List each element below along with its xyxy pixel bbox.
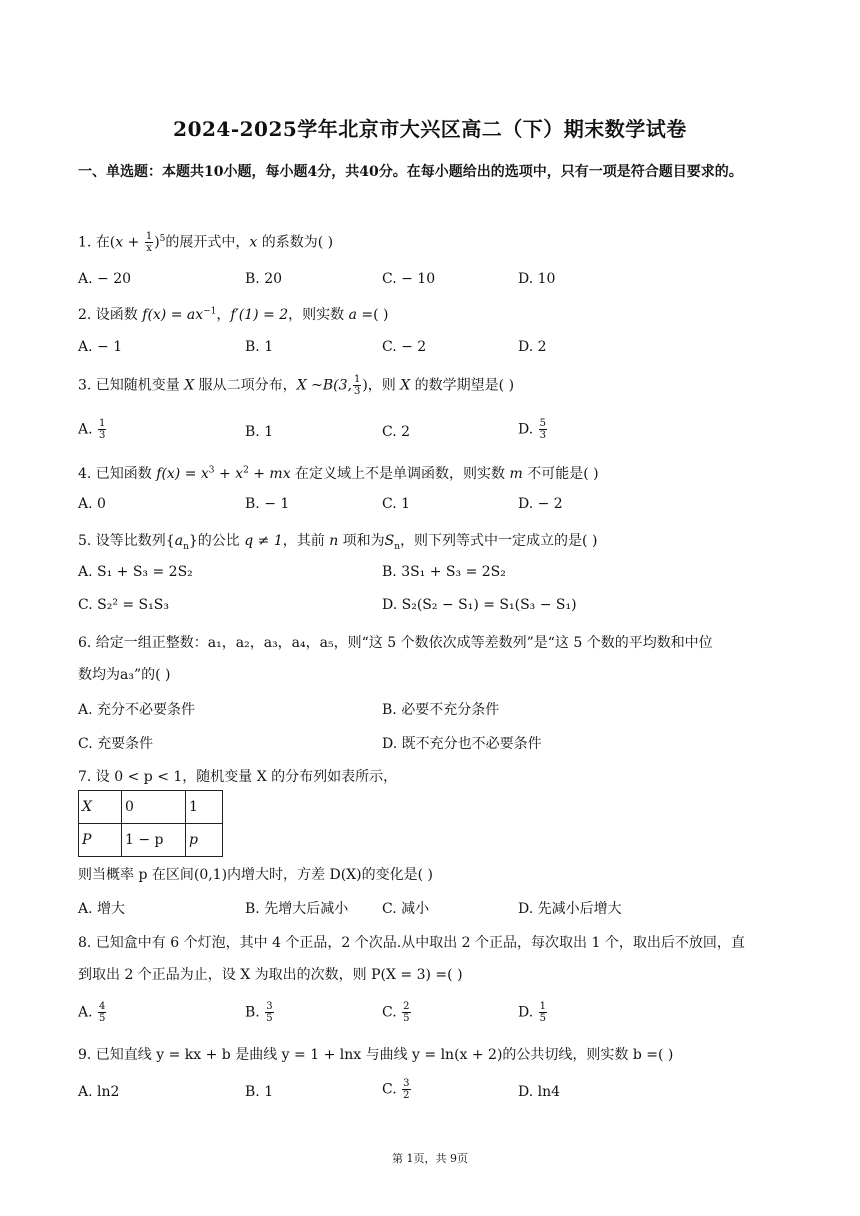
q5-option-c: C. S₂² = S₁S₃ — [78, 597, 169, 613]
q9-option-a: A. ln2 — [78, 1084, 120, 1100]
q2-option-b: B. 1 — [245, 339, 274, 355]
q7-option-a: A. 增大 — [78, 901, 126, 917]
q1-option-b: B. 20 — [245, 271, 283, 287]
q3-option-a: A. $\frac{1}{3}$ — [78, 418, 106, 441]
question-7-line-2: 则当概率 p 在区间(0,1)内增大时，方差 D(X)的变化是( ) — [78, 867, 433, 883]
q1-option-a: A. − 20 — [78, 271, 132, 287]
table-cell: X — [79, 791, 122, 824]
question-6-line-2: 数均为a₃”的( ) — [78, 667, 171, 683]
question-4: 4. 已知函数 $f(x) = x^3 + x^2$ + mx 在定义域上不是单调函数，则实数 m 不可能是( ) — [78, 465, 599, 482]
q5-option-d: D. S₂(S₂ − S₁) = S₁(S₃ − S₁) — [382, 597, 577, 613]
question-9-line-1: 9. 已知直线 y = kx + b 是曲线 y = 1 + lnx 与曲线 y = ln(x + 2)的公共切线，则实数 b =( ) — [78, 1047, 674, 1063]
question-8-line-2: 到取出 2 个正品为止，设 X 为取出的次数，则 P(X = 3) =( ) — [78, 967, 463, 983]
table-cell: 1 − p — [122, 824, 186, 857]
q7-option-c: C. 减小 — [382, 901, 430, 917]
question-6-line-1: 6. 给定一组正整数：a₁，a₂，a₃，a₄，a₅，则“这 5 个数依次成等差数列”是“这 5 个数的平均数和中位 — [78, 635, 713, 651]
q2-option-a: A. − 1 — [78, 339, 123, 355]
q7-option-d: D. 先减小后增大 — [518, 901, 622, 917]
q5-option-b: B. 3S₁ + S₃ = 2S₂ — [382, 564, 506, 580]
table-cell: P — [79, 824, 122, 857]
q9-option-d: D. ln4 — [518, 1084, 561, 1100]
q2-option-d: D. 2 — [518, 339, 547, 355]
question-8-line-1: 8. 已知盒中有 6 个灯泡，其中 4 个正品，2 个次品.从中取出 2 个正品，每次取出 1 个，取出后不放回，直 — [78, 935, 745, 951]
q6-option-d: D. 既不充分也不必要条件 — [382, 736, 542, 752]
q8-option-a: A. $\frac{4}{5}$ — [78, 1001, 106, 1024]
distribution-table — [78, 790, 223, 857]
page-footer: 第 1页，共 9页 — [392, 1152, 468, 1165]
q1-option-d: D. 10 — [518, 271, 556, 287]
q8-option-b: B. $\frac{3}{5}$ — [245, 1001, 273, 1024]
table-cell: p — [186, 824, 223, 857]
table-row — [79, 824, 223, 857]
fraction: $\frac{1}{3}$ — [353, 374, 361, 397]
question-5: 5. 设等比数列$\{a_n\}$的公比 q ≠ 1，其前 n 项和为$S_n$，则下列等式中一定成立的是( ) — [78, 533, 598, 552]
table-row — [79, 791, 223, 824]
q2-option-c: C. − 2 — [382, 339, 427, 355]
q5-option-a: A. S₁ + S₃ = 2S₂ — [78, 564, 193, 580]
question-1: 1. 在(x + $\frac{1}{x}$ )$^5$的展开式中，x 的系数为( ) — [78, 231, 334, 254]
q9-option-b: B. 1 — [245, 1084, 274, 1100]
q6-option-c: C. 充要条件 — [78, 736, 154, 752]
fraction: $\frac{1}{x}$ — [145, 231, 153, 254]
q4-option-b: B. − 1 — [245, 496, 290, 512]
question-2: 2. 设函数 $f(x) = ax^{-1}$，f′(1) = 2，则实数 a =( ) — [78, 306, 389, 323]
section-header: 一、单选题：本题共10小题，每小题4分，共40分。在每小题给出的选项中，只有一项是符合题目要求的。 — [78, 164, 743, 180]
q7-option-b: B. 先增大后减小 — [245, 901, 349, 917]
q8-option-d: D. $\frac{1}{5}$ — [518, 1001, 547, 1024]
q4-option-d: D. − 2 — [518, 496, 563, 512]
table-cell: 0 — [122, 791, 186, 824]
q6-option-b: B. 必要不充分条件 — [382, 702, 500, 718]
q4-option-a: A. 0 — [78, 496, 106, 512]
q3-option-d: D. $\frac{5}{3}$ — [518, 418, 547, 441]
question-3: 3. 已知随机变量 X 服从二项分布，X ~B(3, $\frac{1}{3}$ )，则 X 的数学期望是( ) — [78, 374, 515, 397]
q1-option-c: C. − 10 — [382, 271, 436, 287]
question-7-line-1: 7. 设 0 < p < 1，随机变量 X 的分布列如表所示， — [78, 769, 398, 785]
q4-option-c: C. 1 — [382, 496, 411, 512]
q3-option-b: B. 1 — [245, 424, 274, 440]
table-cell: 1 — [186, 791, 223, 824]
page-title: 2024-2025学年北京市大兴区高二（下）期末数学试卷 — [173, 117, 687, 141]
q6-option-a: A. 充分不必要条件 — [78, 702, 196, 718]
q8-option-c: C. $\frac{2}{5}$ — [382, 1001, 410, 1024]
q3-option-c: C. 2 — [382, 424, 411, 440]
q9-option-c: C. $\frac{3}{2}$ — [382, 1078, 410, 1101]
